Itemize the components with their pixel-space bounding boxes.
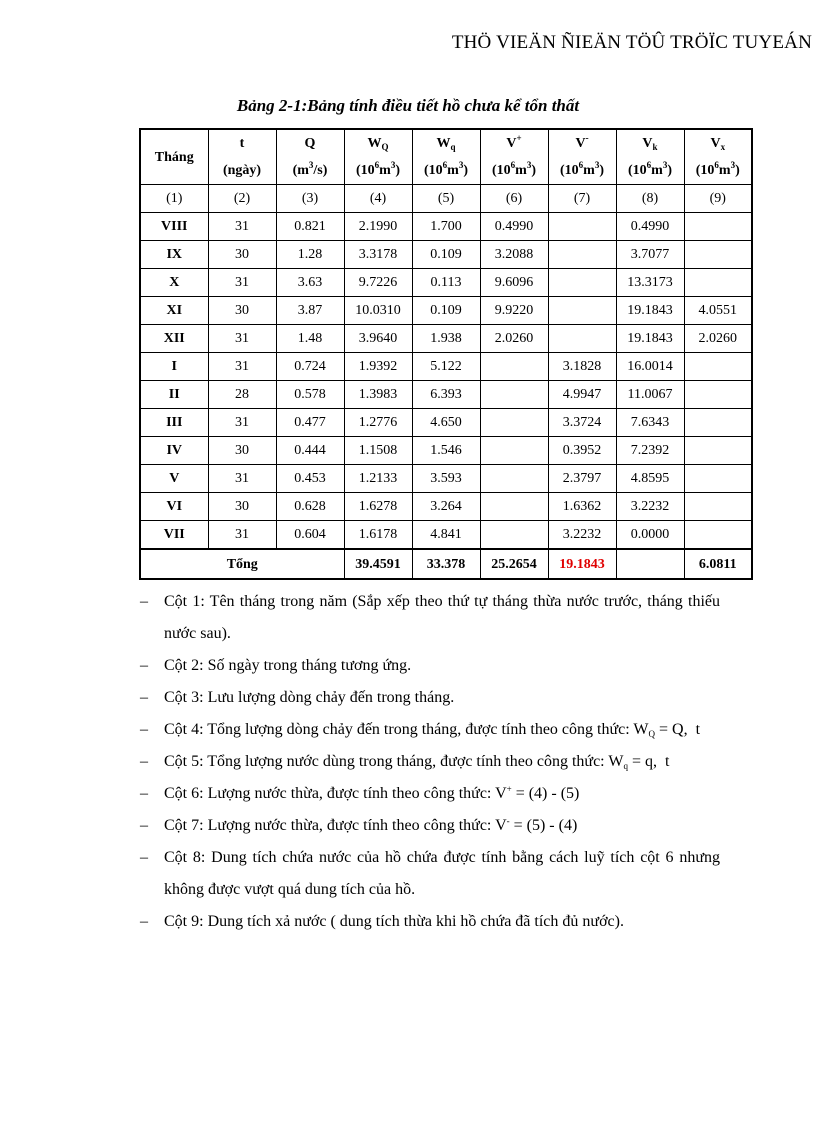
unit-volume: $(10^6m^3)$	[480, 157, 548, 185]
value-cell: 6.393	[412, 381, 480, 409]
table-row	[140, 241, 752, 269]
value-cell: 31	[208, 213, 276, 241]
table-row	[140, 465, 752, 493]
table-row	[140, 409, 752, 437]
unit-volume: $(10^6m^3)$	[344, 157, 412, 185]
value-cell	[480, 493, 548, 521]
value-cell: 1.546	[412, 437, 480, 465]
value-cell: 0.444	[276, 437, 344, 465]
value-cell: 30	[208, 437, 276, 465]
table-row	[140, 269, 752, 297]
value-cell: 0.477	[276, 409, 344, 437]
dash: –	[140, 689, 148, 706]
value-cell: 3.7077	[616, 241, 684, 269]
header-v-plus: V+	[480, 129, 548, 157]
value-cell: 1.2133	[344, 465, 412, 493]
value-cell	[684, 437, 752, 465]
value-cell: 0.578	[276, 381, 344, 409]
table-caption: Bảng 2-1:Bảng tính điều tiết hồ chưa kể tổn thất	[236, 96, 580, 115]
month-cell: III	[140, 409, 208, 437]
table-row	[140, 353, 752, 381]
value-cell: 1.6178	[344, 521, 412, 550]
month-cell: IX	[140, 241, 208, 269]
note-col-8: – Cột 8: Dung tích chứa nước của hồ chứa được tính bằng cách luỹ tích cột 6 nhưng không được vượt quá dung tích của hồ.	[140, 842, 720, 906]
value-cell: 3.1828	[548, 353, 616, 381]
value-cell: 31	[208, 409, 276, 437]
value-cell: 0.724	[276, 353, 344, 381]
value-cell: 13.3173	[616, 269, 684, 297]
unit-volume: $(10^6m^3)$	[616, 157, 684, 185]
dash: –	[140, 721, 148, 738]
column-number-4: (4)	[344, 185, 412, 213]
unit-volume: $(10^6m^3)$	[548, 157, 616, 185]
value-cell: 0.3952	[548, 437, 616, 465]
value-cell	[684, 241, 752, 269]
month-cell: XI	[140, 297, 208, 325]
value-cell: 3.2232	[548, 521, 616, 550]
value-cell: 3.3724	[548, 409, 616, 437]
total-wq-lower: 33.378	[412, 549, 480, 579]
value-cell: 0.628	[276, 493, 344, 521]
value-cell: 1.6278	[344, 493, 412, 521]
value-cell: 30	[208, 241, 276, 269]
regulation-table	[139, 128, 753, 580]
month-cell: V	[140, 465, 208, 493]
value-cell: 0.453	[276, 465, 344, 493]
value-cell: 31	[208, 465, 276, 493]
value-cell: 2.1990	[344, 213, 412, 241]
value-cell	[548, 297, 616, 325]
table-row	[140, 381, 752, 409]
value-cell: 4.9947	[548, 381, 616, 409]
column-number-row	[140, 185, 752, 213]
table-row	[140, 437, 752, 465]
month-cell: II	[140, 381, 208, 409]
table-row	[140, 213, 752, 241]
value-cell: 19.1843	[616, 325, 684, 353]
note-col-6: – Cột 6: Lượng nước thừa, được tính theo công thức: V+ = (4) - (5)	[140, 778, 720, 810]
column-notes	[140, 586, 720, 938]
unit-volume: $(10^6m^3)$	[684, 157, 752, 185]
header-v-minus: V-	[548, 129, 616, 157]
month-cell: I	[140, 353, 208, 381]
table-body	[140, 213, 752, 550]
column-number-1: (1)	[140, 185, 208, 213]
value-cell: 0.604	[276, 521, 344, 550]
total-vx: 6.0811	[684, 549, 752, 579]
month-cell: VII	[140, 521, 208, 550]
value-cell: 31	[208, 269, 276, 297]
value-cell: 2.3797	[548, 465, 616, 493]
value-cell: 4.650	[412, 409, 480, 437]
dash: –	[140, 753, 148, 770]
value-cell: 4.841	[412, 521, 480, 550]
value-cell: 3.264	[412, 493, 480, 521]
value-cell	[684, 353, 752, 381]
note-col-4: – Cột 4: Tổng lượng dòng chảy đến trong tháng, được tính theo công thức: $W_Q = Q$, t	[140, 714, 720, 746]
value-cell	[548, 241, 616, 269]
value-cell: 1.48	[276, 325, 344, 353]
value-cell	[684, 213, 752, 241]
value-cell: 1.9392	[344, 353, 412, 381]
unit-t: (ngày)	[208, 157, 276, 185]
value-cell: 1.28	[276, 241, 344, 269]
note-col-1: – Cột 1: Tên tháng trong năm (Sắp xếp theo thứ tự tháng thừa nước trước, tháng thiếu nước sau).	[140, 586, 720, 650]
total-v-minus: 19.1843	[548, 549, 616, 579]
value-cell: 31	[208, 325, 276, 353]
unit-volume: $(10^6m^3)$	[412, 157, 480, 185]
page-header: THÖ VIEÄN ÑIEÄN TÖÛ TRÖÏC TUYEÁN	[451, 32, 812, 53]
total-vk	[616, 549, 684, 579]
value-cell: 0.113	[412, 269, 480, 297]
value-cell: 31	[208, 353, 276, 381]
header-q: Q	[276, 129, 344, 157]
dash: –	[140, 817, 148, 834]
value-cell	[480, 409, 548, 437]
value-cell: 7.6343	[616, 409, 684, 437]
value-cell: 10.0310	[344, 297, 412, 325]
value-cell: 11.0067	[616, 381, 684, 409]
table-row	[140, 521, 752, 550]
value-cell: 0.109	[412, 241, 480, 269]
header-vk: $V_k$	[616, 129, 684, 157]
value-cell	[548, 325, 616, 353]
total-label: Tổng	[140, 549, 344, 579]
dash: –	[140, 785, 148, 802]
value-cell: 9.9220	[480, 297, 548, 325]
month-cell: X	[140, 269, 208, 297]
month-cell: XII	[140, 325, 208, 353]
value-cell: 1.6362	[548, 493, 616, 521]
value-cell: 0.821	[276, 213, 344, 241]
value-cell	[684, 521, 752, 550]
dash: –	[140, 593, 148, 610]
value-cell	[548, 269, 616, 297]
value-cell: 4.0551	[684, 297, 752, 325]
value-cell: 3.3178	[344, 241, 412, 269]
table-row	[140, 325, 752, 353]
note-col-2: – Cột 2: Số ngày trong tháng tương ứng.	[140, 650, 720, 682]
header-wq-lower: $W_q$	[412, 129, 480, 157]
value-cell	[684, 269, 752, 297]
value-cell	[548, 213, 616, 241]
month-cell: VI	[140, 493, 208, 521]
value-cell: 3.87	[276, 297, 344, 325]
dash: –	[140, 657, 148, 674]
unit-q: $(m^3/s)$	[276, 157, 344, 185]
value-cell: 19.1843	[616, 297, 684, 325]
value-cell: 1.1508	[344, 437, 412, 465]
value-cell: 7.2392	[616, 437, 684, 465]
value-cell: 2.0260	[684, 325, 752, 353]
header-wq-upper: $W_Q$	[344, 129, 412, 157]
value-cell: 31	[208, 521, 276, 550]
table-units-row	[140, 157, 752, 185]
value-cell: 5.122	[412, 353, 480, 381]
value-cell: 3.9640	[344, 325, 412, 353]
value-cell	[684, 409, 752, 437]
column-number-6: (6)	[480, 185, 548, 213]
month-cell: VIII	[140, 213, 208, 241]
table-header-row	[140, 129, 752, 157]
header-vx: $V_x$	[684, 129, 752, 157]
value-cell: 4.8595	[616, 465, 684, 493]
column-number-8: (8)	[616, 185, 684, 213]
value-cell: 1.938	[412, 325, 480, 353]
value-cell: 3.2088	[480, 241, 548, 269]
table-row	[140, 297, 752, 325]
value-cell: 3.63	[276, 269, 344, 297]
value-cell: 30	[208, 297, 276, 325]
column-number-5: (5)	[412, 185, 480, 213]
value-cell	[684, 381, 752, 409]
value-cell: 9.7226	[344, 269, 412, 297]
month-cell: IV	[140, 437, 208, 465]
value-cell	[480, 437, 548, 465]
note-col-3: – Cột 3: Lưu lượng dòng chảy đến trong tháng.	[140, 682, 720, 714]
value-cell: 0.4990	[616, 213, 684, 241]
value-cell: 1.700	[412, 213, 480, 241]
value-cell	[480, 353, 548, 381]
total-row	[140, 549, 752, 579]
column-number-2: (2)	[208, 185, 276, 213]
value-cell	[684, 465, 752, 493]
column-number-3: (3)	[276, 185, 344, 213]
value-cell: 2.0260	[480, 325, 548, 353]
table-row	[140, 493, 752, 521]
value-cell: 1.3983	[344, 381, 412, 409]
header-t: t	[208, 129, 276, 157]
value-cell	[480, 521, 548, 550]
dash: –	[140, 913, 148, 930]
value-cell	[480, 381, 548, 409]
value-cell	[480, 465, 548, 493]
column-number-7: (7)	[548, 185, 616, 213]
value-cell: 0.0000	[616, 521, 684, 550]
header-month: Tháng	[140, 129, 208, 185]
value-cell: 9.6096	[480, 269, 548, 297]
value-cell: 0.109	[412, 297, 480, 325]
total-v-plus: 25.2654	[480, 549, 548, 579]
value-cell: 1.2776	[344, 409, 412, 437]
column-number-9: (9)	[684, 185, 752, 213]
value-cell: 3.2232	[616, 493, 684, 521]
value-cell: 3.593	[412, 465, 480, 493]
note-col-5: – Cột 5: Tổng lượng nước dùng trong tháng, được tính theo công thức: $W_q = q$, t	[140, 746, 720, 778]
dash: –	[140, 849, 148, 866]
value-cell: 16.0014	[616, 353, 684, 381]
value-cell: 30	[208, 493, 276, 521]
note-col-7: – Cột 7: Lượng nước thừa, được tính theo công thức: V- = (5) - (4)	[140, 810, 720, 842]
value-cell	[684, 493, 752, 521]
value-cell: 28	[208, 381, 276, 409]
value-cell: 0.4990	[480, 213, 548, 241]
note-col-9: – Cột 9: Dung tích xả nước ( dung tích thừa khi hồ chứa đã tích đủ nước).	[140, 906, 720, 938]
total-wq-upper: 39.4591	[344, 549, 412, 579]
